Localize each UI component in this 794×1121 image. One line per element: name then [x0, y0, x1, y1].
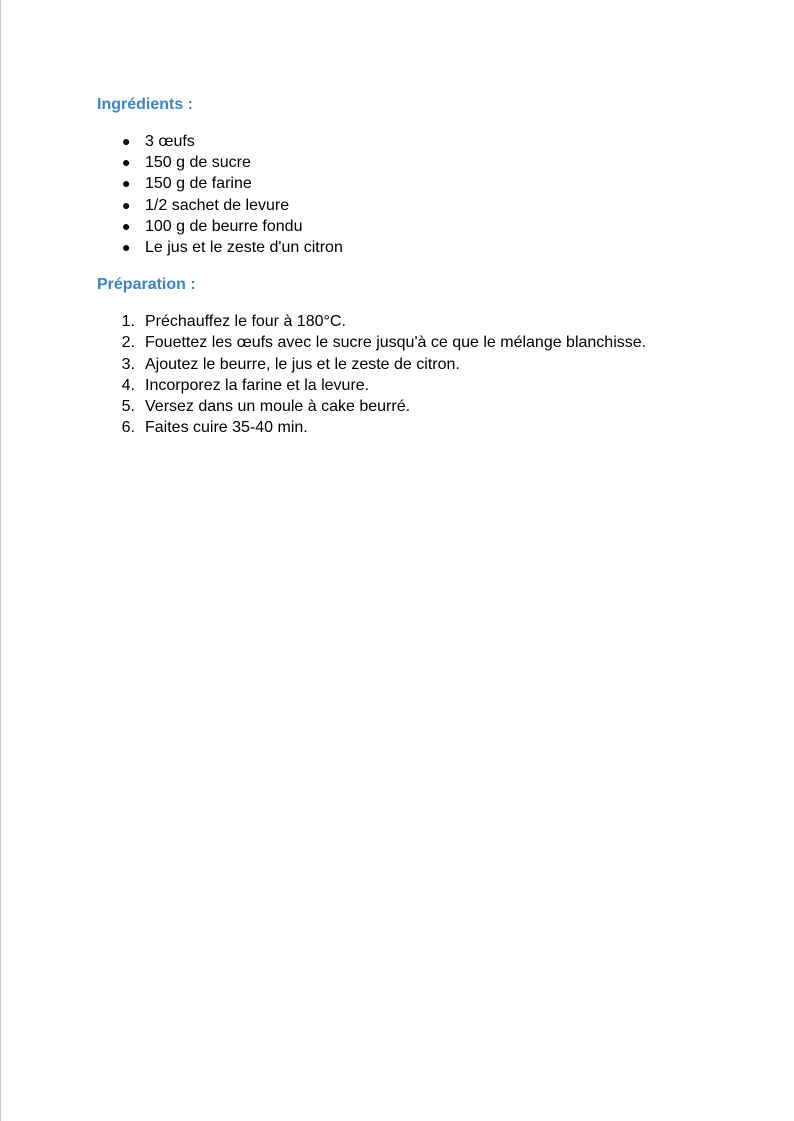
list-item: [97, 354, 717, 375]
list-item: [97, 195, 717, 216]
step-text: Incorporez la farine et la levure.: [145, 376, 370, 394]
ingredient-text: 100 g de beurre fondu: [145, 217, 303, 235]
ingredient-text: 1/2 sachet de levure: [145, 196, 290, 214]
list-item: [97, 417, 717, 438]
preparation-steps-list: [97, 311, 717, 438]
list-item: [97, 396, 717, 417]
step-text: Fouettez les œufs avec le sucre jusqu'à ce que le mélange blanchisse.: [145, 334, 647, 352]
preparation-heading: Préparation :: [97, 276, 196, 294]
bullet-icon: ●: [122, 175, 131, 192]
list-item: [97, 375, 717, 396]
list-item: [97, 173, 717, 194]
list-item: [97, 237, 717, 258]
list-item: [97, 131, 717, 152]
ingredient-text: 150 g de farine: [145, 175, 252, 193]
bullet-icon: ●: [122, 217, 131, 234]
bullet-icon: ●: [122, 154, 131, 171]
step-text: Versez dans un moule à cake beurré.: [145, 398, 411, 416]
bullet-icon: ●: [122, 239, 131, 256]
step-number: 3.: [121, 355, 135, 373]
ingredients-list: [97, 131, 717, 258]
step-text: Préchauffez le four à 180°C.: [145, 313, 346, 331]
step-number: 1.: [121, 313, 135, 331]
step-number: 5.: [121, 398, 135, 416]
ingredients-heading: Ingrédients :: [97, 96, 194, 113]
bullet-icon: ●: [122, 133, 131, 149]
step-number: 4.: [121, 376, 135, 394]
ingredient-text: Le jus et le zeste d'un citron: [145, 239, 343, 257]
step-text: Ajoutez le beurre, le jus et le zeste de citron.: [145, 355, 460, 373]
step-text: Faites cuire 35-40 min.: [145, 419, 308, 437]
ingredient-text: 3 œufs: [145, 133, 195, 150]
list-item: [97, 152, 717, 173]
list-item: [97, 216, 717, 237]
step-number: 2.: [121, 334, 135, 352]
page-left-edge: [0, 0, 1, 1121]
step-number: 6.: [121, 419, 135, 437]
list-item: [97, 332, 717, 353]
ingredient-text: 150 g de sucre: [145, 154, 251, 172]
bullet-icon: ●: [122, 196, 131, 213]
document-body: [97, 94, 717, 438]
list-item: [97, 311, 717, 332]
